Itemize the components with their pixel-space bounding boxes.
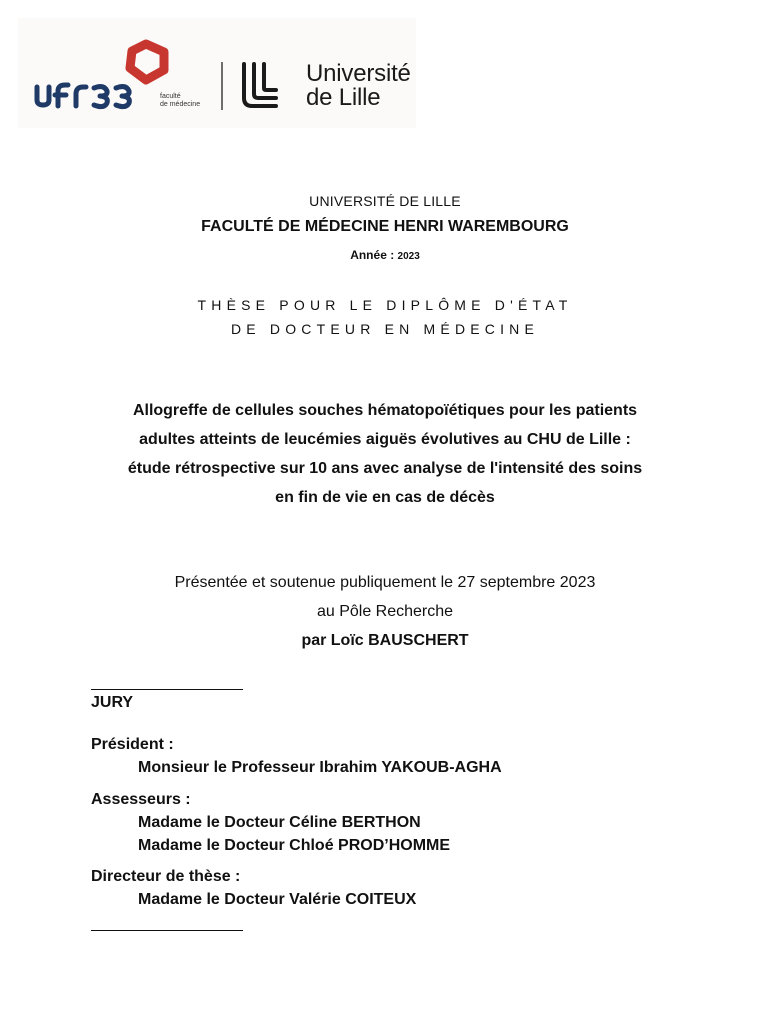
- year-line: [0, 248, 770, 262]
- president-label: Président :: [91, 736, 174, 753]
- presentation-place: au Pôle Recherche: [316, 603, 454, 620]
- presentation-date: Présentée et soutenue publiquement le 27 septembre 2023: [174, 574, 596, 591]
- ul-line2: de Lille: [306, 84, 381, 111]
- university-name: UNIVERSITÉ DE LILLE: [309, 193, 461, 209]
- year-label: Année :: [350, 248, 395, 262]
- universite-de-lille-logo-mark: [244, 64, 276, 106]
- president-name: Monsieur le Professeur Ibrahim YAKOUB-AGHA: [138, 759, 502, 776]
- assessors-label: Assesseurs :: [91, 791, 191, 808]
- ufr3s-wordmark-icon: [37, 85, 129, 107]
- faculty-name: FACULTÉ DE MÉDECINE HENRI WAREMBOURG: [201, 218, 569, 235]
- thesis-type-line2: DE DOCTEUR EN MÉDECINE: [230, 321, 540, 337]
- universite-de-lille-wordmark: [306, 62, 411, 110]
- divider-bottom: [91, 930, 243, 931]
- year-value: 2023: [397, 251, 420, 262]
- jury-heading: JURY: [91, 694, 134, 711]
- thesis-title: [80, 396, 690, 512]
- thesis-type-line1: THÈSE POUR LE DIPLÔME D'ÉTAT: [197, 297, 573, 313]
- director-name: Madame le Docteur Valérie COITEUX: [138, 891, 417, 908]
- ufr3s-logo-mark: [130, 44, 164, 80]
- title-line: Allogreffe de cellules souches hématopoïétiques pour les patients: [132, 402, 638, 419]
- ul-line1: Université: [306, 60, 411, 87]
- assessor-name: Madame le Docteur Chloé PROD’HOMME: [138, 837, 451, 854]
- ufr-subtitle-line2: de médecine: [160, 101, 201, 108]
- title-line: étude rétrospective sur 10 ans avec analyse de l'intensité des soins: [127, 460, 643, 477]
- director-label: Directeur de thèse :: [91, 868, 241, 885]
- assessor-name: Madame le Docteur Céline BERTHON: [138, 814, 421, 831]
- divider-top: [91, 689, 243, 690]
- logo-header: [18, 18, 416, 128]
- title-line: adultes atteints de leucémies aiguës évolutives au CHU de Lille :: [139, 431, 631, 448]
- title-line: en fin de vie en cas de décès: [275, 489, 495, 506]
- ufr-subtitle: [160, 93, 200, 109]
- ufr-subtitle-line1: faculté: [160, 93, 181, 100]
- presentation-author: par Loïc BAUSCHERT: [301, 632, 469, 649]
